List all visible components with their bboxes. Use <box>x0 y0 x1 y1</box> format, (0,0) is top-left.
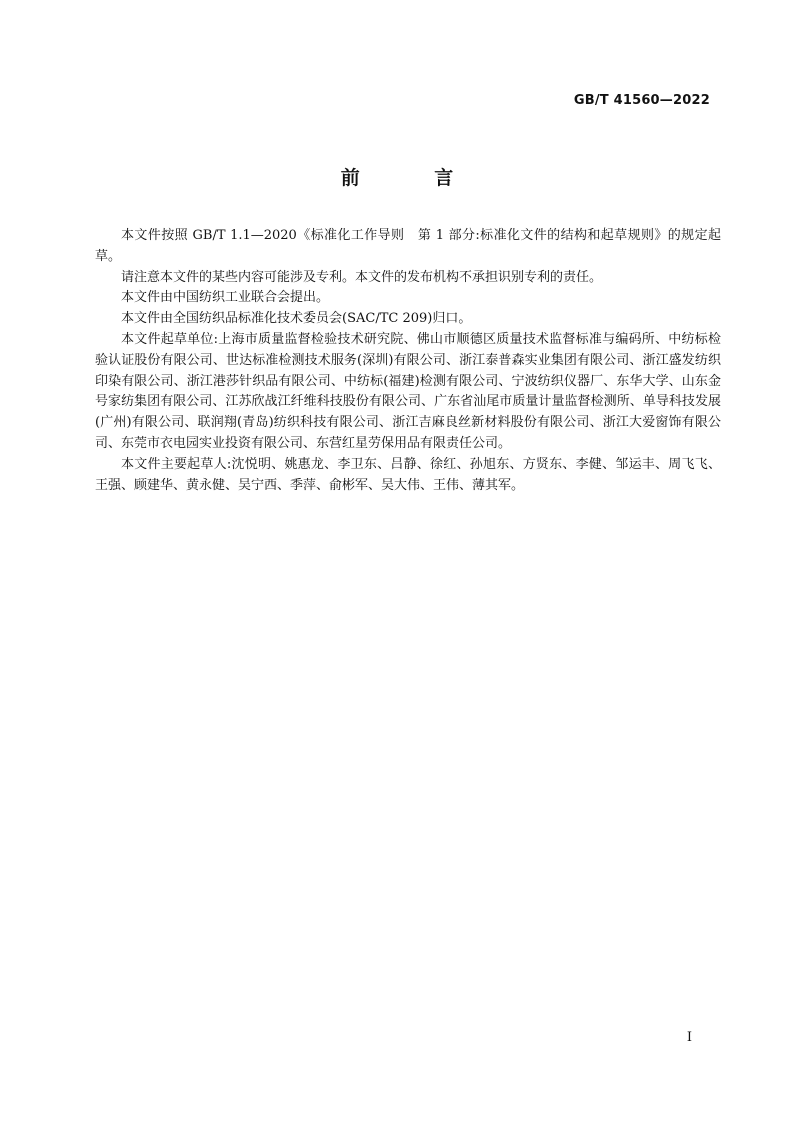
page-title: 前 言 <box>340 167 488 189</box>
paragraph-proposer: 本文件由中国纺织工业联合会提出。 <box>121 290 330 306</box>
page-number: I <box>686 1030 692 1045</box>
paragraph-drafting-rules: 本文件按照 GB/T 1.1—2020《标准化工作导则 第 1 部分:标准化文件的结构和起草规则》的规定起草。 <box>95 228 721 264</box>
foreword-body <box>95 226 721 496</box>
paragraph-committee: 本文件由全国纺织品标准化技术委员会(SAC/TC 209)归口。 <box>121 311 472 327</box>
paragraph-drafters: 本文件主要起草人:沈悦明、姚惠龙、李卫东、吕静、徐红、孙旭东、方贤东、李健、邹运丰、周飞飞、王强、顾建华、黄永健、吴宁西、季萍、俞彬军、吴大伟、王伟、薄其军。 <box>95 456 721 493</box>
paragraph-patent-notice: 请注意本文件的某些内容可能涉及专利。本文件的发布机构不承担识别专利的责任。 <box>121 269 603 285</box>
paragraph-drafting-units: 本文件起草单位:上海市质量监督检验技术研究院、佛山市顺德区质量技术监督标准与编码所、中纺标检验认证股份有限公司、世达标准检测技术服务(深圳)有限公司、浙江泰普森实业集团有限公司、浙江盛发纺织印染有限公司、浙江港莎针织品有限公司、中纺标(福建)检测有限公司、宁波纺织仪器厂、东华大学、山东金号家纺集团有限公司、江苏欣战江纤维科技股份有限公司、广东省汕尾市质量计量监督检测所、单导科技发展(广州)有限公司、联润翔(青岛)纺织科技有限公司、浙江吉麻良丝新材料股份有限公司、浙江大爱窗饰有限公司、东莞市衣电园实业投资有限公司、东营红星劳保用品有限责任公司。 <box>95 331 721 451</box>
standard-number: GB/T 41560—2022 <box>573 93 710 108</box>
